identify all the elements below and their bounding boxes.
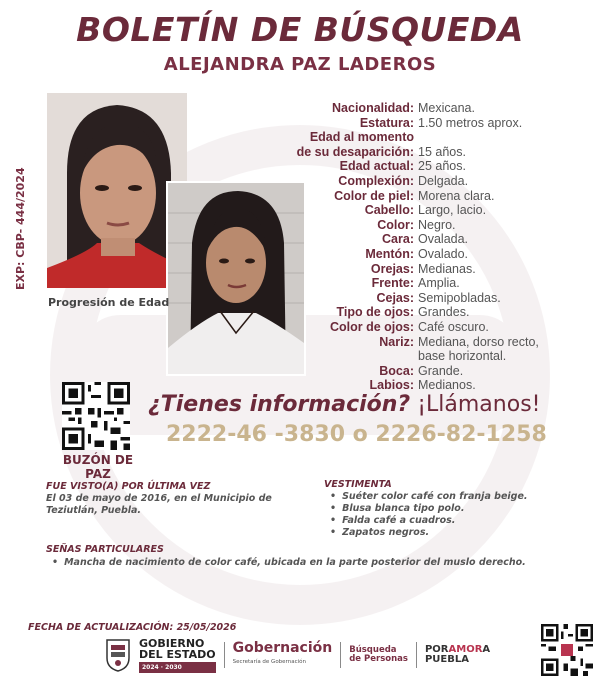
detail-value: Grande. [418, 363, 464, 378]
detail-value: Café oscuro. [418, 319, 489, 334]
footer-logos [105, 635, 490, 675]
gobierno-line-1: GOBIERNO [139, 636, 205, 650]
detail-label: Complexión: [338, 173, 414, 188]
detail-row [248, 335, 593, 350]
detail-label: Orejas: [370, 261, 414, 276]
state-shield-icon [105, 638, 131, 672]
detail-row [248, 203, 593, 218]
detail-row [248, 189, 593, 204]
detail-label: Edad al momento [309, 130, 414, 145]
detail-label: Mentón: [365, 246, 414, 261]
gobierno-logo [139, 638, 216, 673]
divider [224, 642, 225, 668]
list-item: • Mancha de nacimiento de color café, ubicada en la parte posterior del muslo derecho. [52, 557, 526, 569]
detail-value: 25 años. [418, 159, 466, 174]
last-seen-line-2: Teziutlán, Puebla. [46, 505, 142, 516]
detail-value: Mexicana. [418, 101, 475, 115]
detail-label: Cejas: [376, 290, 414, 305]
detail-row [248, 116, 593, 131]
detail-row [248, 159, 593, 174]
detail-label: Estatura: [359, 115, 414, 130]
clothing-title: VESTIMENTA [324, 479, 392, 490]
detail-row [248, 378, 593, 393]
gobernacion-subtitle: Secretaría de Gobernación [232, 659, 306, 665]
detail-row [248, 232, 593, 247]
amor-text: AMOR [448, 644, 483, 655]
detail-value: Morena clara. [418, 188, 495, 203]
detail-row [248, 291, 593, 306]
detail-label: Color de piel: [334, 188, 414, 203]
last-seen-text [46, 493, 272, 517]
age-progression-caption: Progresión de Edad [48, 296, 170, 309]
marks-title: SEÑAS PARTICULARES [46, 544, 164, 555]
detail-value: Largo, lacio. [418, 203, 487, 218]
detail-row [248, 320, 593, 335]
detail-label: Color de ojos: [329, 319, 414, 334]
detail-row [248, 174, 593, 189]
detail-row [248, 218, 593, 233]
detail-value [418, 130, 593, 145]
list-item: • Zapatos negros. [330, 527, 528, 539]
divider [340, 642, 341, 668]
detail-value: Semipobladas. [418, 290, 501, 305]
detail-value: 1.50 metros aprox. [418, 115, 523, 130]
detail-label: de su desaparición: [296, 144, 414, 159]
detail-value: base horizontal. [418, 349, 507, 364]
detail-row [248, 101, 593, 116]
update-date: FECHA DE ACTUALIZACIÓN: 25/05/2026 [28, 622, 237, 633]
detail-row [248, 247, 593, 262]
gobierno-line-2: DEL ESTADO [139, 647, 216, 661]
detail-value: 15 años. [418, 144, 466, 159]
detail-value: Medianos. [418, 378, 476, 393]
detail-label: Nariz: [379, 334, 414, 349]
detail-row [248, 276, 593, 291]
detail-value: Ovalada. [418, 232, 469, 247]
busqueda-line-2: de Personas [349, 654, 408, 664]
detail-label: Nacionalidad: [332, 101, 414, 115]
gobernacion-logo [233, 641, 333, 669]
detail-value: Delgada. [418, 173, 469, 188]
divider [416, 642, 417, 668]
detail-label: Edad actual: [339, 159, 414, 174]
last-seen-title: FUE VISTO(A) POR ÚLTIMA VEZ [46, 481, 211, 492]
detail-row [248, 349, 593, 364]
info-question: ¿Tienes información? [148, 392, 411, 417]
detail-label: Labios: [369, 378, 414, 393]
footer-qr-code[interactable] [541, 624, 593, 676]
detail-value: Ovalado. [418, 246, 469, 261]
detail-value: Mediana, dorso recto, [418, 334, 539, 349]
buzon-label: BUZÓN DE PAZ [62, 453, 134, 481]
detail-row [248, 130, 593, 145]
detail-label: Color: [377, 217, 414, 232]
detail-value: Grandes. [418, 305, 470, 320]
missing-person-name: ALEJANDRA PAZ LADEROS [163, 54, 437, 75]
detail-row [248, 364, 593, 379]
case-number: EXP: CBP- 444/2024 [14, 167, 27, 290]
detail-label: Cara: [382, 232, 414, 247]
list-item: • Blusa blanca tipo polo. [330, 503, 528, 515]
puebla-text: PUEBLA [424, 654, 469, 665]
por-amor-a-puebla-logo [425, 645, 490, 665]
a-text: A [482, 644, 491, 655]
detail-value: Amplia. [418, 276, 460, 291]
list-item: • Suéter color café con franja beige. [330, 491, 528, 503]
physical-details [248, 101, 593, 393]
detail-label: Boca: [379, 363, 414, 378]
clothing-list [330, 491, 528, 539]
buzon-qr-code[interactable] [62, 382, 130, 450]
busqueda-line-1: Búsqueda [349, 645, 397, 655]
gobernacion-title: Gobernación [232, 640, 333, 656]
detail-label: Frente: [371, 276, 414, 291]
detail-row [248, 262, 593, 277]
call-us: ¡Llámanos! [417, 392, 541, 417]
busqueda-logo [349, 646, 408, 664]
detail-label: Cabello: [364, 203, 414, 218]
bulletin-title: BOLETÍN DE BÚSQUEDA [76, 10, 524, 49]
detail-row [248, 145, 593, 160]
phone-numbers[interactable]: 2222-46 -3830 o 2226-82-1258 [166, 422, 547, 447]
detail-label: Tipo de ojos: [336, 305, 414, 320]
detail-label [248, 349, 418, 364]
list-item: • Falda café a cuadros. [330, 515, 528, 527]
gobierno-years: 2024 · 2030 [139, 662, 216, 673]
detail-value: Negro. [418, 217, 456, 232]
last-seen-line-1: El 03 de mayo de 2016, en el Municipio de [46, 493, 272, 504]
contact-prompt [148, 392, 540, 417]
detail-row [248, 305, 593, 320]
por-text: POR [424, 644, 449, 655]
marks-list [52, 557, 526, 569]
detail-value: Medianas. [418, 261, 476, 276]
